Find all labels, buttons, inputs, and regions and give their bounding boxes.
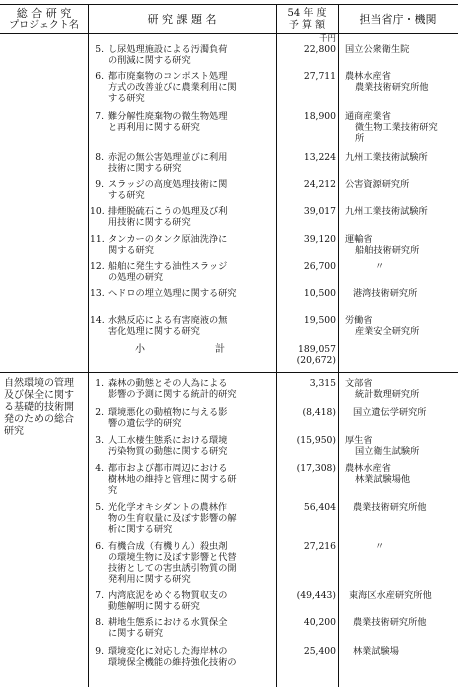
title-line: 影響の予測に関する統計的研究 [108,389,237,400]
item-number: 7. [95,111,104,122]
agency-line: 国立公衆衛生院 [345,44,410,55]
item-number: 2. [95,407,104,418]
budget-value: 18,900 [303,111,336,122]
project-name-line: 及び保全に関す [4,390,74,401]
agency-line: 九州工業技術試験所 [345,206,428,217]
agency-line: 九州工業技術試験所 [345,152,428,163]
project-name-line: 研究 [4,426,24,437]
item-number: 10. [90,206,105,217]
budget-value: 39,120 [303,234,336,245]
title-line: 物の生育収量に及ぼす影響の解 [108,513,237,524]
agency [345,463,457,485]
agency-line: 公害資源研究所 [345,179,410,190]
item-number: 6. [95,71,104,82]
item-number: 14. [90,315,105,326]
item-number: 12. [90,261,105,272]
title-line: と再利用に関する研究 [108,122,200,133]
header-project [2,8,86,32]
agency-line: 国立遺伝学研究所 [353,407,427,418]
title-line: 汚染物質の動態に関する研究 [108,446,228,457]
research-title [90,435,270,457]
agency [345,541,457,552]
item-number: 6. [95,541,104,552]
title-line: 環境変化に対応した海岸林の [108,646,228,657]
subtotal-value [268,344,336,366]
project-name [4,378,86,438]
agency [345,152,457,163]
title-line: 水熱反応による有害廃液の無 [108,315,228,326]
research-title [90,502,270,535]
research-title [90,44,270,66]
agency-line: 東海区水産研究所他 [349,590,432,601]
research-title [90,206,270,228]
agency [345,407,457,418]
project-name-line: 発のための総合 [4,414,74,425]
title-line: 析に関する研究 [108,524,173,535]
agency [345,206,457,217]
agency-line: 船舶技術研究所 [355,245,420,256]
budget-value: (15,950) [296,435,336,446]
title-line: 発利用に関する研究 [108,574,191,585]
budget-value: 22,800 [303,44,336,55]
agency [345,315,457,337]
agency [345,378,457,400]
title-line: 光化学オキシダントの農林作 [108,502,228,513]
agency-line: 国立衛生試験所 [355,446,420,457]
research-title [90,590,270,612]
item-number: 5. [95,44,104,55]
header-bottom-border [0,33,458,34]
subtotal-parenthetical: (20,672) [296,355,336,366]
title-line: する研究 [108,190,145,201]
budget-value: 10,500 [303,288,336,299]
agency-line: 農林水産省 [345,71,391,82]
item-number: 13. [90,288,105,299]
unit-label: 千円 [318,34,336,44]
title-line: 耕地生態系における水質保全 [108,617,228,628]
subtotal-amount: 189,057 [298,344,336,355]
title-line: ヘドロの埋立処理に関する研究 [108,288,237,299]
header-budget-line: 54 年 度 [287,8,327,19]
title-line: 排煙脱硫石こうの処理及び利 [108,206,228,217]
table-top-border [0,4,458,5]
item-number: 8. [95,152,104,163]
title-line: 難分解性廃棄物の微生物処理 [108,111,228,122]
title-line: 有機合成（有機りん）殺虫剤 [108,541,228,552]
column-divider [88,4,89,687]
research-title [90,315,270,337]
title-line: 環境保全機能の維持強化技術の [108,657,237,668]
item-number: 11. [90,234,105,245]
item-number: 1. [95,378,104,389]
budget-value: 19,500 [303,315,336,326]
title-line: 森林の動態とその人為による [108,378,228,389]
ditto-mark: 〃 [375,261,385,272]
budget-value: (8,418) [302,407,336,418]
budget-value: (17,308) [296,463,336,474]
section-separator [0,372,458,373]
research-title [90,378,270,400]
title-line: 環境悪化の動植物に与える影 [108,407,228,418]
project-name-line: 自然環境の管理 [4,378,74,389]
budget-value: 26,700 [303,261,336,272]
research-title [90,234,270,256]
research-title [90,288,270,299]
item-number: 7. [95,590,104,601]
item-number: 8. [95,617,104,628]
title-line: 関する研究 [108,245,154,256]
title-line: 都市および都市周辺における [108,463,228,474]
title-line: 動態解明に関する研究 [108,601,200,612]
title-line: する研究 [108,93,145,104]
title-line: 方式の改善並びに農業利用に関 [108,82,237,93]
title-line: 都市廃棄物のコンポスト処理 [108,71,228,82]
agency-line: 労働省 [345,315,373,326]
agency [345,261,457,272]
agency [345,617,457,628]
title-line: スラッジの高度処理技術に関 [108,179,228,190]
agency-line: 統計数理研究所 [355,389,420,400]
title-line: 内湾底泥をめぐる物質収支の [108,590,228,601]
item-number: 9. [95,646,104,657]
agency-line: 農業技術研究所他 [353,617,427,628]
research-title [90,617,270,639]
header-project-line: 総 合 研 究 [16,7,72,20]
agency-line: 微生物工業技術研究 [355,122,438,133]
title-line: タンカーのタンク原油洗浄に [108,234,228,245]
header-title: 研 究 課 題 名 [147,13,217,26]
research-title [90,71,270,104]
agency-line: 農業技術研究所他 [355,82,429,93]
agency [345,435,457,457]
agency-line: 林業試験場他 [355,474,411,485]
research-title [90,407,270,429]
agency-line: 文部省 [345,378,373,389]
title-line: に関する研究 [108,628,164,639]
research-title [90,646,270,668]
title-line: 害化処理に関する研究 [108,326,200,337]
title-line: 用技術に関する研究 [108,217,191,228]
research-title [90,179,270,201]
title-line: 究 [108,485,118,496]
title-line: の削減に関する研究 [108,55,191,66]
header-budget [278,8,336,32]
item-number: 5. [95,502,104,513]
agency-line: 農林水産省 [345,463,391,474]
budget-value: 39,017 [303,206,336,217]
title-line: 船舶に発生する油性スラッジ [108,261,228,272]
research-title [90,261,270,283]
title-line: 人工水棲生態系における環境 [108,435,228,446]
research-title [90,111,270,133]
budget-value: 24,212 [303,179,336,190]
budget-value: 56,404 [303,502,336,513]
agency-line: 所 [355,133,365,144]
budget-value: (49,443) [296,590,336,601]
agency [345,71,457,93]
agency [345,590,457,601]
budget-value: 25,400 [303,646,336,657]
budget-value: 27,216 [303,541,336,552]
title-line: 樹林地の維持と管理に関する研 [108,474,237,485]
budget-value: 27,711 [303,71,336,82]
item-number: 4. [95,463,104,474]
agency [345,179,457,190]
agency [345,111,457,144]
agency-line: 港湾技術研究所 [353,288,418,299]
agency [345,646,457,657]
header-project-line: プロジェクト名 [9,20,79,31]
budget-value: 40,200 [303,617,336,628]
title-line: 技術としての害虫誘引物質の開 [108,563,237,574]
research-title [90,152,270,174]
agency-line: 農業技術研究所他 [353,502,427,513]
agency-line: 林業試験場 [353,646,399,657]
agency [345,288,457,299]
title-line: 赤泥の無公害処理並びに利用 [108,152,228,163]
agency [345,44,457,55]
item-number: 9. [95,179,104,190]
agency [345,234,457,256]
title-line: 技術に関する研究 [108,163,182,174]
title-line: 響の遺伝学的研究 [108,418,182,429]
project-name-line: る基礎的技術開 [4,402,74,413]
ditto-mark: 〃 [375,541,385,552]
agency-line: 厚生省 [345,435,373,446]
subtotal-label: 小 計 [135,344,225,355]
budget-value: 3,315 [309,378,336,389]
item-number: 3. [95,435,104,446]
agency-line: 運輸省 [345,234,373,245]
agency-line: 産業安全研究所 [355,326,420,337]
research-title [90,463,270,496]
header-agency: 担当省庁・機関 [359,13,437,26]
title-line: の環境生物に及ぼす影響と代替 [108,552,237,563]
column-divider [338,4,339,687]
budget-value: 13,224 [303,152,336,163]
header-budget-line: 予 算 額 [288,20,326,31]
research-title [90,541,270,585]
agency-line: 通商産業省 [345,111,391,122]
title-line: し尿処理施設による汚濁負荷 [108,44,228,55]
title-line: の処理の研究 [108,272,164,283]
agency [345,502,457,513]
